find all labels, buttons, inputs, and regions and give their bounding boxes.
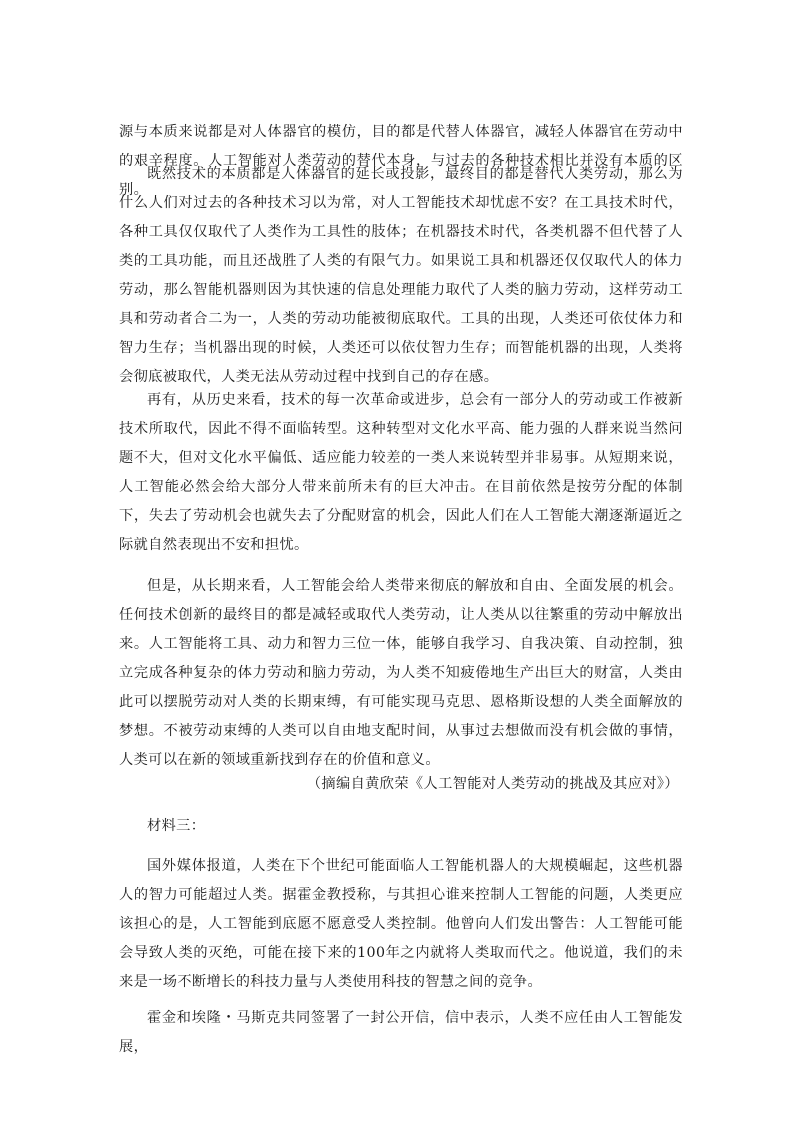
paragraph-open-letter: 霍金和埃隆・马斯克共同签署了一封公开信，信中表示，人类不应任由人工智能发展， — [119, 1010, 683, 1055]
paragraph-historical-view: 再有，从历史来看，技术的每一次革命或进步，总会有一部分人的劳动或工作被新技术所取代，因此不得不面临转型。这种转型对文化水平高、能力强的人群来说当然问题不大，但对文化水平偏低、适应能力较差的一类人来说转型并非易事。从短期来说，人工智能必然会给大部分人带来前所未有的巨大冲击。在目前依然是按劳分配的体制下，失去了劳动机会也就失去了分配财富的机会，因此人们在人工智能大潮逐渐逼近之际就自然表现出不安和担忧。 — [119, 392, 683, 553]
material-three-heading: 材料三： — [147, 818, 206, 834]
paragraph-long-term-view: 但是，从长期来看，人工智能会给人类带来彻底的解放和自由、全面发展的机会。任何技术创新的最终目的都是减轻或取代人类劳动，让人类从以往繁重的劳动中解放出来。人工智能将工具、动力和智力三位一体，能够自我学习、自我决策、自动控制，独立完成各种复杂的体力劳动和脑力劳动，为人类不知疲倦地生产出巨大的财富，人类由此可以摆脱劳动对人类的长期束缚，有可能实现马克思、恩格斯设想的人类全面解放的梦想。不被劳动束缚的人类可以自由地支配时间，从事过去想做而没有机会做的事情，人类可以在新的领域重新找到存在的价值和意义。 — [119, 578, 683, 768]
paragraph-technology-essence: 既然技术的本质都是人体器官的延长或投影，最终目的都是替代人类劳动，那么为什么人们对过去的各种技术习以为常，对人工智能技术却忧虑不安？在工具技术时代，各种工具仅仅取代了人类作为工具性的肢体；在机器技术时代，各类机器不但代替了人类的工具功能，而且还战胜了人类的有限气力。如果说工具和机器还仅仅取代人的体力劳动，那么智能机器则因为其快速的信息处理能力取代了人类的脑力劳动，这样劳动工具和劳动者合二为一，人类的劳动功能被彻底取代。工具的出现，人类还可依仗体力和智力生存；当机器出现的时候，人类还可以依仗智力生存；而智能机器的出现，人类将会彻底被取代，人类无法从劳动过程中找到自己的存在感。 — [119, 166, 683, 385]
paragraph-foreign-media: 国外媒体报道，人类在下个世纪可能面临人工智能机器人的大规模崛起，这些机器人的智力可能超过人类。据霍金教授称，与其担心谁来控制人工智能的问题，人类更应该担心的是，人工智能到底愿不愿意受人类控制。他曾向人们发出警告：人工智能可能会导致人类的灭绝，可能在接下来的100年之内就将人类取而代之。他说道，我们的未来是一场不断增长的科技力量与人类使用科技的智慧之间的竞争。 — [119, 858, 683, 990]
paragraph-continuation: 源与本质来说都是对人体器官的模仿，目的都是代替人体器官，减轻人体器官在劳动中的艰辛程度。人工智能对人类劳动的替代本身，与过去的各种技术相比并没有本质的区别。 — [119, 124, 683, 198]
source-citation: （摘编自黄欣荣《人工智能对人类劳动的挑战及其应对》） — [306, 776, 679, 792]
